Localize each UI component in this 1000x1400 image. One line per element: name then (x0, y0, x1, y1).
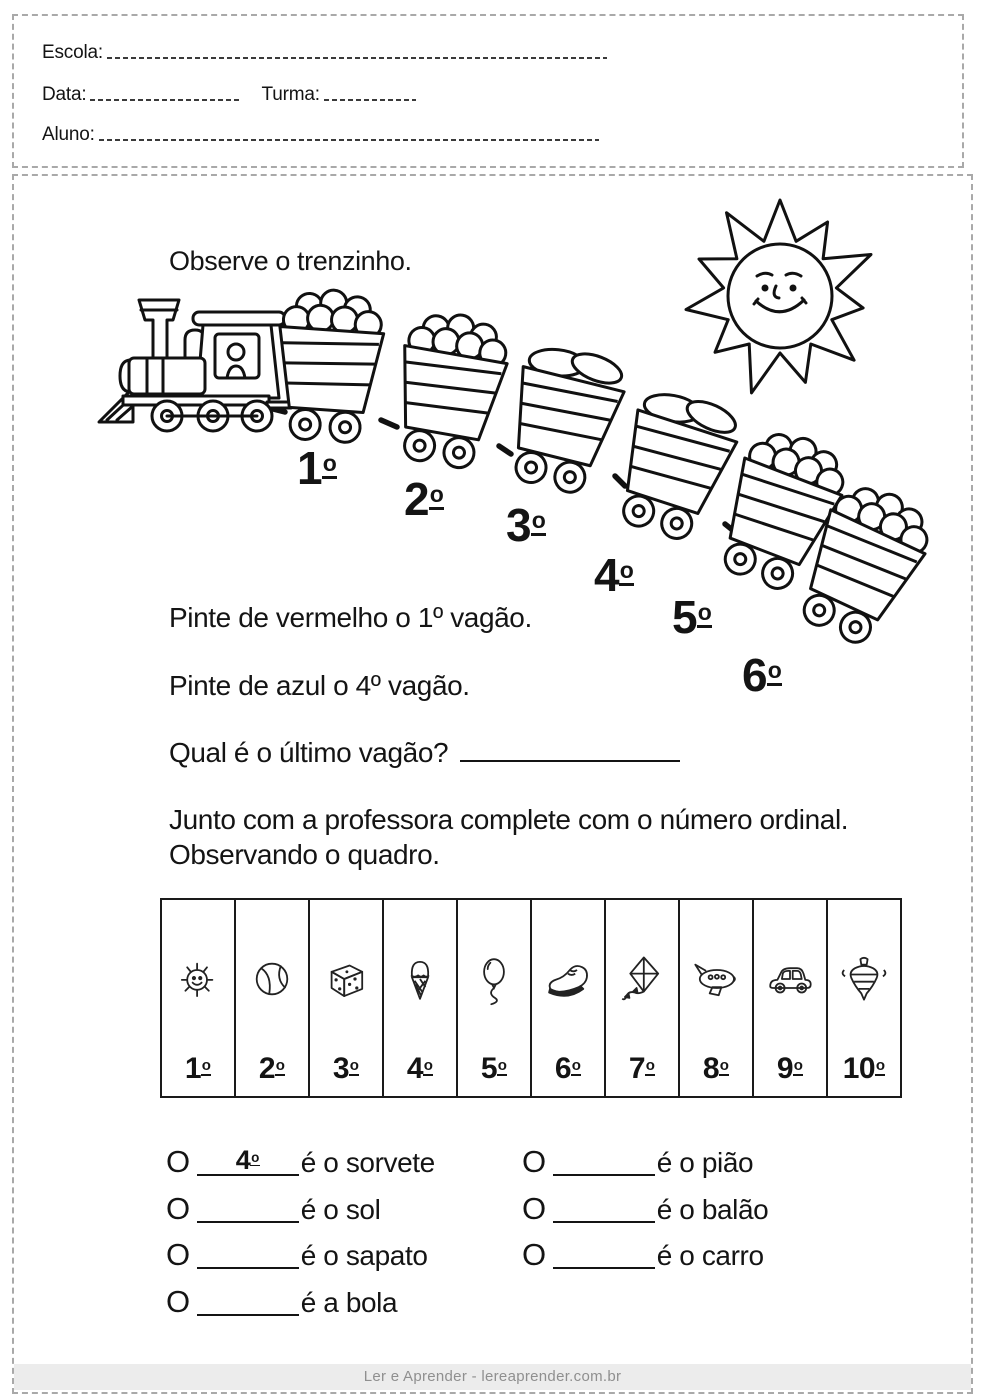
row-prefix: O (166, 1144, 190, 1179)
wagon-1-icon (272, 287, 386, 445)
kite-icon (615, 906, 669, 1052)
ice-cream-icon (393, 906, 447, 1052)
complete-instruction-line1: Junto com a professora complete com o número ordinal. (169, 804, 849, 835)
table-cell (828, 900, 900, 1096)
activity-sheet (12, 174, 973, 1394)
class-blank-line[interactable] (324, 99, 416, 101)
ordinal-answer-blank[interactable] (197, 1197, 299, 1223)
wagon-ordinal-label: 3$^o$ (506, 499, 545, 551)
question-answer-blank[interactable] (460, 736, 680, 762)
ordinal-answer-blank[interactable] (197, 1243, 299, 1269)
table-cell (384, 900, 458, 1096)
cell-ordinal-label: 3$^o$ (332, 1052, 359, 1085)
table-cell (458, 900, 532, 1096)
row-text: é o balão (656, 1193, 769, 1225)
school-field (42, 42, 607, 64)
table-cell (606, 900, 680, 1096)
sun-icon (171, 906, 225, 1052)
locomotive-icon (99, 300, 291, 431)
wagon-ordinal-label: 4$^o$ (594, 549, 633, 601)
header-form (12, 14, 964, 168)
row-prefix: O (166, 1283, 190, 1319)
wagon-2-icon (385, 306, 514, 473)
student-blank-line[interactable] (99, 139, 599, 141)
cell-ordinal-label: 10$^o$ (842, 1052, 885, 1085)
ordinal-answer-blank[interactable] (197, 1145, 299, 1176)
cell-ordinal-label: 1$^o$ (184, 1052, 211, 1085)
paint-red-instruction: Pinte de vermelho o 1º vagão. (169, 602, 532, 633)
spinning-top-icon (837, 906, 891, 1052)
wagon-ordinal-label: 2$^o$ (404, 473, 443, 525)
table-cell (754, 900, 828, 1096)
dice-icon (319, 906, 373, 1052)
school-blank-line[interactable] (107, 57, 607, 59)
cell-ordinal-label: 6$^o$ (554, 1052, 581, 1085)
row-prefix: O (522, 1237, 546, 1272)
row-prefix: O (522, 1144, 546, 1179)
balloon-icon (467, 906, 521, 1052)
fill-in-row (522, 1237, 768, 1270)
row-text: é o sorvete (300, 1147, 435, 1178)
table-cell (162, 900, 236, 1096)
row-text: é a bola (300, 1286, 398, 1318)
last-wagon-question (169, 736, 680, 769)
fill-in-row (522, 1191, 768, 1224)
table-cell (310, 900, 384, 1096)
school-label: Escola: (42, 42, 103, 63)
ordinal-answer-blank[interactable] (197, 1290, 299, 1316)
handwritten-answer: 4$^o$ (235, 1145, 259, 1175)
table-cell (532, 900, 606, 1096)
fill-in-row (166, 1237, 435, 1270)
question-text: Qual é o último vagão? (169, 737, 449, 768)
shoe-icon (541, 906, 595, 1052)
footer-credit: Ler e Aprender - lereaprender.com.br (14, 1364, 971, 1390)
row-text: é o pião (656, 1147, 754, 1178)
ordinal-reference-table (160, 898, 902, 1098)
paint-blue-instruction: Pinte de azul o 4º vagão. (169, 670, 470, 701)
student-field (42, 124, 599, 146)
row-text: é o carro (656, 1240, 764, 1271)
wagon-ordinal-label: 6$^o$ (742, 649, 781, 701)
ball-icon (245, 906, 299, 1052)
cell-ordinal-label: 7$^o$ (628, 1052, 655, 1085)
row-text: é o sol (300, 1193, 381, 1225)
cell-ordinal-label: 9$^o$ (776, 1052, 803, 1085)
student-label: Aluno: (42, 124, 95, 145)
cell-ordinal-label: 5$^o$ (480, 1052, 507, 1085)
cell-ordinal-label: 4$^o$ (406, 1052, 433, 1085)
wagon-ordinal-label: 1$^o$ (297, 442, 336, 494)
row-text: é o sapato (300, 1240, 428, 1271)
wagon-3-icon (496, 336, 631, 499)
ordinal-answer-blank[interactable] (553, 1150, 655, 1176)
fill-in-row (166, 1284, 435, 1317)
wagon-ordinal-label: 5$^o$ (672, 591, 711, 643)
car-icon (763, 906, 817, 1052)
fill-in-right-column (522, 1144, 768, 1284)
observe-instruction: Observe o trenzinho. (169, 246, 412, 276)
fill-in-row (166, 1191, 435, 1224)
date-blank-line[interactable] (90, 99, 240, 101)
fill-in-row (522, 1144, 768, 1177)
ordinal-answer-blank[interactable] (553, 1197, 655, 1223)
table-cell (680, 900, 754, 1096)
date-label: Data: (42, 84, 87, 105)
airplane-icon (689, 906, 743, 1052)
date-class-field (42, 84, 416, 106)
table-cell (236, 900, 310, 1096)
sun-icon (672, 196, 888, 401)
row-prefix: O (166, 1190, 190, 1226)
cell-ordinal-label: 2$^o$ (258, 1052, 285, 1085)
fill-in-left-column (166, 1144, 435, 1330)
row-prefix: O (522, 1190, 546, 1226)
row-prefix: O (166, 1237, 190, 1272)
ordinal-answer-blank[interactable] (553, 1243, 655, 1269)
cell-ordinal-label: 8$^o$ (702, 1052, 729, 1085)
sun-drawing (672, 196, 888, 401)
class-label: Turma: (261, 84, 320, 105)
complete-instruction-line2: Observando o quadro. (169, 839, 440, 870)
fill-in-row (166, 1144, 435, 1177)
